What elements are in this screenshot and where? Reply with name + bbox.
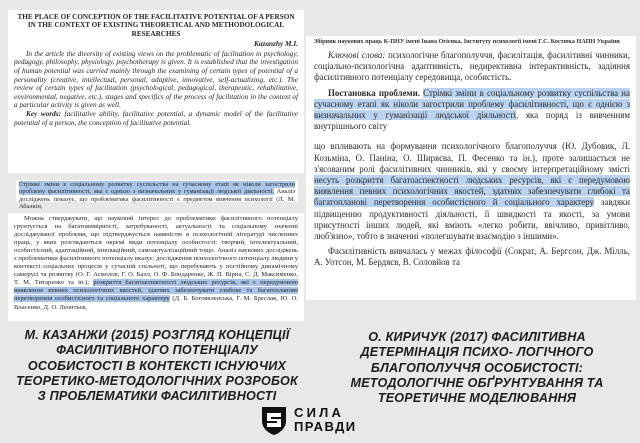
article-title: THE PLACE OF CONCEPTION OF THE FACILITATIVE POTENTIAL OF A PERSON IN THE CONTEXT OF EXISTING THEORETICAL AND METHODOLOGICAL RESEARCHES — [17, 13, 295, 38]
right-keywords-text: психологічне благополуччя, фасилітація, фасилітивні чинники, соціально-психологічна адаптивність, недирективна інтерактивність, задіяння фасилітивного потенціалу середовища, особистість. — [314, 50, 630, 83]
cont-after: завдяки підвищенню продуктивності діяльності, її швидкості та якості, за умови присутності інших людей, які вміють «легко робити, ввічливо, привітливо, люб'язно», тобто в значенні «полегшувати взаємодію з іншими». — [314, 197, 630, 242]
body-text-before: Можна стверджувати, що науковий інтерес до проблематики фасилітивного потенціалу грунтується на багатовимірності, затребуваності, актуальності та соціальному значенні досліджуваної проблеми, що підтверджується наявністю в психологічній літературі численних праць, у яких розглядаються окремі види потенціалу особистості: творчий, інтелектуальний, особистісний, адаптаційний, інноваційний, самоактуалізаційний тощо. Аналіз наукових досліджень з проблематики фасилітивного потенціалу вказує: дослідження психологічного потенціалу людини у контексті соціальних процесів у сучасній спільноті, що перебувають у постійному динамічному саморусі та розвитку (О. Г. Асмолов, Г. О. Балл, О. Ф. Бондаренко, Ж. П. Вірна, С. Д. Максименко, Т. М. Титаренко та ін.); — [14, 215, 298, 287]
problem-rest: , яка поряд із вивченням внутрішнього світу — [314, 110, 630, 132]
cont-highlight: несуть розкриття багатоаспектності людських ресурсів, які є передумовою виявлення певних психологічних якостей, здатних забезпечувати глибокі та багатопланові перетворення особистісного й соціального характеру — [314, 175, 630, 208]
journal-header: Збірник наукових праць К-ПНУ імені Івана Огієнка, Інституту психології імені Г.С. Костюка НАПН України — [314, 38, 620, 45]
highlight-paragraph — [19, 181, 295, 211]
problem-highlight: Стрімкі зміни в соціальному розвитку суспільства на сучасному етапі як ніколи загострили проблему фасилітивності, що є однією з визначальних у гуманізації людської діяльності — [314, 87, 630, 121]
right-keywords-label: Ключові слова: — [328, 50, 386, 60]
cont-before: що впливають на формування психологічного благополуччя (Ю. Дубовик, Л. Козьміна, О. Паніна, О. Ширяєва, П. Фесенко та ін.), проте залишається не з'ясованим ролі фасилітивних чинників, які у своєму інтерпретаційному змісті — [314, 141, 630, 174]
caption-left: М. КАЗАНЖИ (2015) РОЗГЛЯД КОНЦЕПЦІЇ ФАСИЛІТИВНОГО ПОТЕНЦІАЛУ ОСОБИСТОСТІ В КОНТЕКСТІ ІСНУЮЧИХ ТЕОРЕТИКО-МЕТОДОЛОГІЧНИХ РОЗРОБОК З ПРОБЛЕМАТИКИ ФАСИЛІТИВНОСТІ — [16, 328, 298, 404]
continuation-paragraph — [314, 141, 630, 242]
caption-right: О. КИРИЧУК (2017) ФАСИЛІТИВНА ДЕТЕРМІНАЦІЯ ПСИХО- ЛОГІЧНОГО БЛАГОПОЛУЧЧЯ ОСОБИСТОСТІ: МЕТОДОЛОГІЧНЕ ОБҐРУНТУВАННЯ ТА ТЕОРЕТИЧНЕ МОДЕЛЮВАННЯ — [350, 330, 604, 406]
article-clipping-highlight — [16, 180, 298, 211]
problem-label: Постановка проблеми. — [328, 87, 420, 98]
keywords-text: facilitative ability, facilitative potential, a dynamic model of the facilitative potential of a person, the conception of facilitative potential. — [14, 108, 298, 127]
brand-logo — [258, 404, 378, 438]
shield-emblem-icon — [258, 404, 290, 436]
article-author: Kazanzhy M.I. — [254, 39, 298, 49]
article-clipping-right — [306, 36, 636, 300]
right-keywords — [314, 50, 630, 84]
logo-text-line2: ПРАВДИ — [294, 419, 357, 434]
body-highlighted-text: розкриття багатоаспектності людських ресурсів, які є передумовою виявлення певних психологічних якостей, здатних забезпечувати глибоке та багатопланове перетворення особистісного та соціального характеру — [14, 279, 298, 303]
plain-text: Аналіз досліджень показує, що проблематика фасилітивності є предметом вивчення психології (Л. М. Абалкін, — [19, 188, 295, 211]
article-clipping-body — [8, 213, 304, 321]
highlighted-text: Стрімкі зміни в соціальному розвитку суспільства на сучасному етапі як ніколи загострили проблему фасилітивності, яка є однією з визначальних у гуманізації людської діяльності. — [19, 181, 295, 196]
logo-text-line1: СИЛА — [294, 405, 345, 420]
article-keywords — [14, 110, 298, 127]
body-text-after: (Д. Б. Богоявленська, Г. М. Бреслав, Ю. О. Власенко, Д. О. Леонтьєв, — [14, 295, 299, 311]
continuation-paragraph-2: Фасилітивність вивчалась у межах філософії (Сократ, А. Бергсон, Дж. Мілль, А. Уотсон, М. Бердяєв, В. Соловйов та — [314, 246, 630, 268]
article-abstract: In the article the diversity of existing views on the problematic of facilitation in psychology, pedagogy, philosophy, physiology, psychotherapy is given. It is established that the investigation of human potential was carried mainly through the examining of certain types of potential of a personality (creative, intellectual, personal, adaptive, innovative, self-actualizing, etc.). The review of certain types of facilitation (psychological, pedagogical, therapeutic, rehabilitative, environmental, negative, etc.), stages and specifics of the process of facilitation in the context of a particular activity is given as well. — [14, 48, 298, 110]
keywords-label: Key words: — [26, 108, 62, 118]
article-clipping-english — [8, 10, 304, 173]
problem-statement — [314, 88, 630, 133]
